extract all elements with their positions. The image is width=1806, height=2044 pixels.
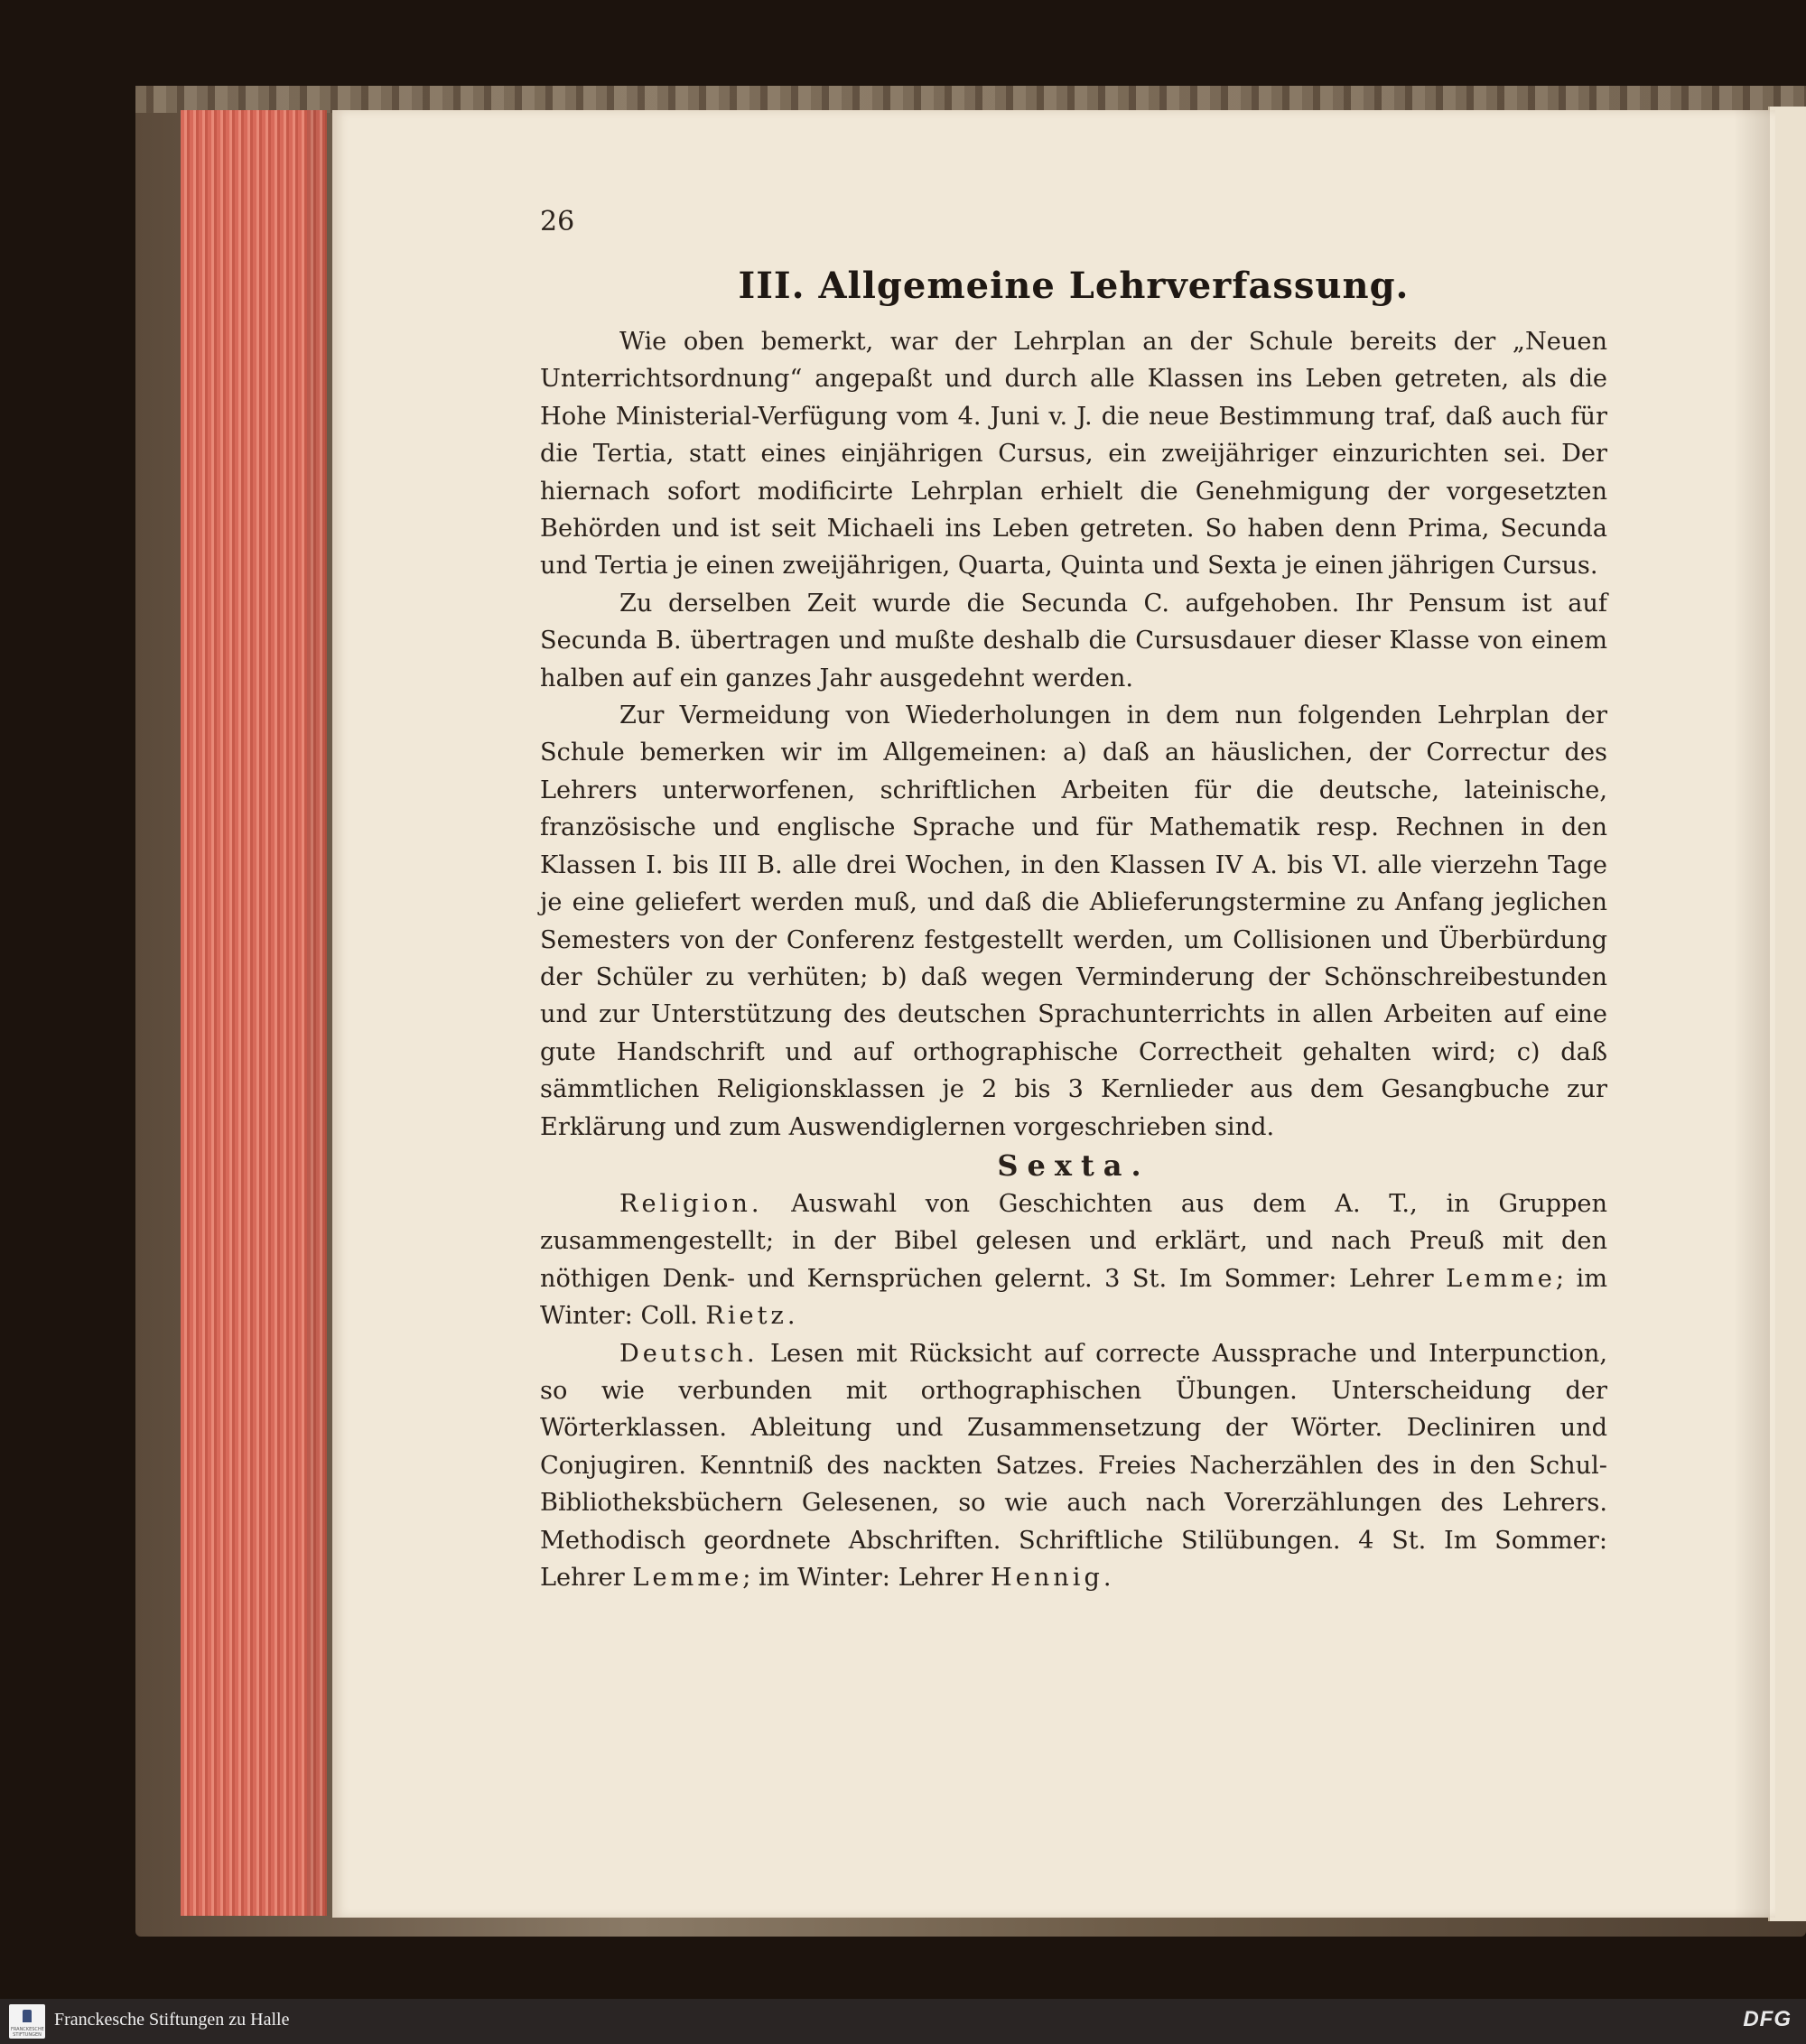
page-number: 26 (540, 206, 575, 237)
paragraph: Zur Vermeidung von Wiederholungen in dem nun folgenden Lehrplan der Schule bemerken wir im Allgemeinen: a) daß an häuslichen, der Correctur des Lehrers unterworfenen, schriftlichen Arbeiten für die deutsche, lateinische, französische und englische Sprache und für Mathematik resp. Rechnen in den Klassen I. bis III B. alle drei Wochen, in den Klassen IV A. bis VI. alle vierzehn Tage je eine geliefert werden muß, und daß die Ablieferungstermine zu Anfang jeglichen Semesters von der Conferenz festgestellt werden, um Collisionen und Überbürdung der Schüler zu verhüten; b) daß wegen Verminderung der Schönschreibestunden und zur Unterstützung des deutschen Sprachunterrichts in allen Arbeiten auf eine gute Handschrift und auf orthographische Correctheit gehalten wird; c) daß sämmtlichen Religionsklassen je 2 bis 3 Kernlieder aus dem Gesangbuche zur Erklärung und zum Auswendiglernen vorgeschrieben sind. (540, 701, 1607, 1141)
dfg-logo[interactable]: DFG (1743, 2007, 1792, 2031)
teacher-name: Rietz (705, 1302, 787, 1331)
religion-text: Auswahl von Geschichten aus dem A. T., in Gruppen zusammengestellt; in der Bibel gelesen und erklärt, und nach Preuß mit den nöthigen Denk- und Kernsprüchen gelernt. 3 St. Im Sommer: Lehrer (540, 1189, 1607, 1293)
book-cover-top-edge (135, 86, 1806, 113)
teacher-name: Lemme (1446, 1264, 1556, 1293)
gutter-shadow (1734, 110, 1770, 1918)
viewer-footer (0, 1999, 1806, 2044)
deutsch-paragraph (540, 1335, 1607, 1597)
deutsch-text: . (1103, 1564, 1112, 1592)
page-edges (181, 110, 327, 1916)
paragraph: Wie oben bemerkt, war der Lehrplan an der Schule bereits der „Neuen Unterrichtsordnung“ angepaßt und durch alle Klassen ins Leben getreten, als die Hohe Ministerial-Verfügung vom 4. Juni v. J. die neue Bestimmung traf, daß auch für die Tertia, statt eines einjährigen Cursus, ein zweijähriger einzurichten sei. Der hiernach sofort modificirte Lehrplan erhielt die Genehmigung der vorgesetzten Behörden und ist seit Michaeli ins Leben getreten. So haben denn Prima, Secunda und Tertia je einen zweijährigen, Quarta, Quinta und Sexta je einen jährigen Cursus. (540, 328, 1607, 581)
paragraph: Zu derselben Zeit wurde die Secunda C. aufgehoben. Ihr Pensum ist auf Secunda B. übertragen und mußte deshalb die Cursusdauer dieser Klasse von einem halben auf ein ganzes Jahr ausgedehnt werden. (540, 589, 1607, 692)
teacher-name: Lemme (632, 1564, 743, 1592)
page-edges-shadow (307, 110, 334, 1916)
teacher-name: Hennig (990, 1564, 1103, 1592)
deutsch-text: ; im Winter: Lehrer (742, 1564, 991, 1592)
institution-label[interactable]: Franckesche Stiftungen zu Halle (54, 2010, 290, 2030)
body-text (540, 323, 1607, 1596)
chapter-heading: III. Allgemeine Lehrverfassung. (738, 265, 1410, 307)
deutsch-text: Lesen mit Rücksicht auf correcte Aussprache und Interpunction, so wie verbunden mit orthographischen Übungen. Unterscheidung der Wörterklassen. Ableitung und Zusammensetzung der Wörter. Decliniren und Conjugiren. Kenntniß des nackten Satzes. Freies Nacherzählen des in den Schul-Bibliotheksbüchern Gelesenen, so wie auch nach Vorerzählungen des Lehrers. Methodisch geordnete Abschriften. Schriftliche Stilübungen. 4 St. Im Sommer: Lehrer (540, 1339, 1607, 1592)
francke-logo-icon[interactable] (9, 2004, 45, 2039)
subject-label-deutsch: Deutsch. (619, 1339, 759, 1368)
section-heading-sexta: Sexta. (997, 1147, 1150, 1183)
religion-text: ; im Winter: Coll. (540, 1264, 1607, 1331)
subject-label-religion: Religion. (619, 1189, 763, 1218)
francke-logo-text: FRANCKESCHE STIFTUNGEN (11, 2027, 44, 2038)
francke-logo-mark (23, 2010, 32, 2022)
religion-paragraph (540, 1185, 1607, 1335)
religion-text: . (787, 1302, 796, 1331)
